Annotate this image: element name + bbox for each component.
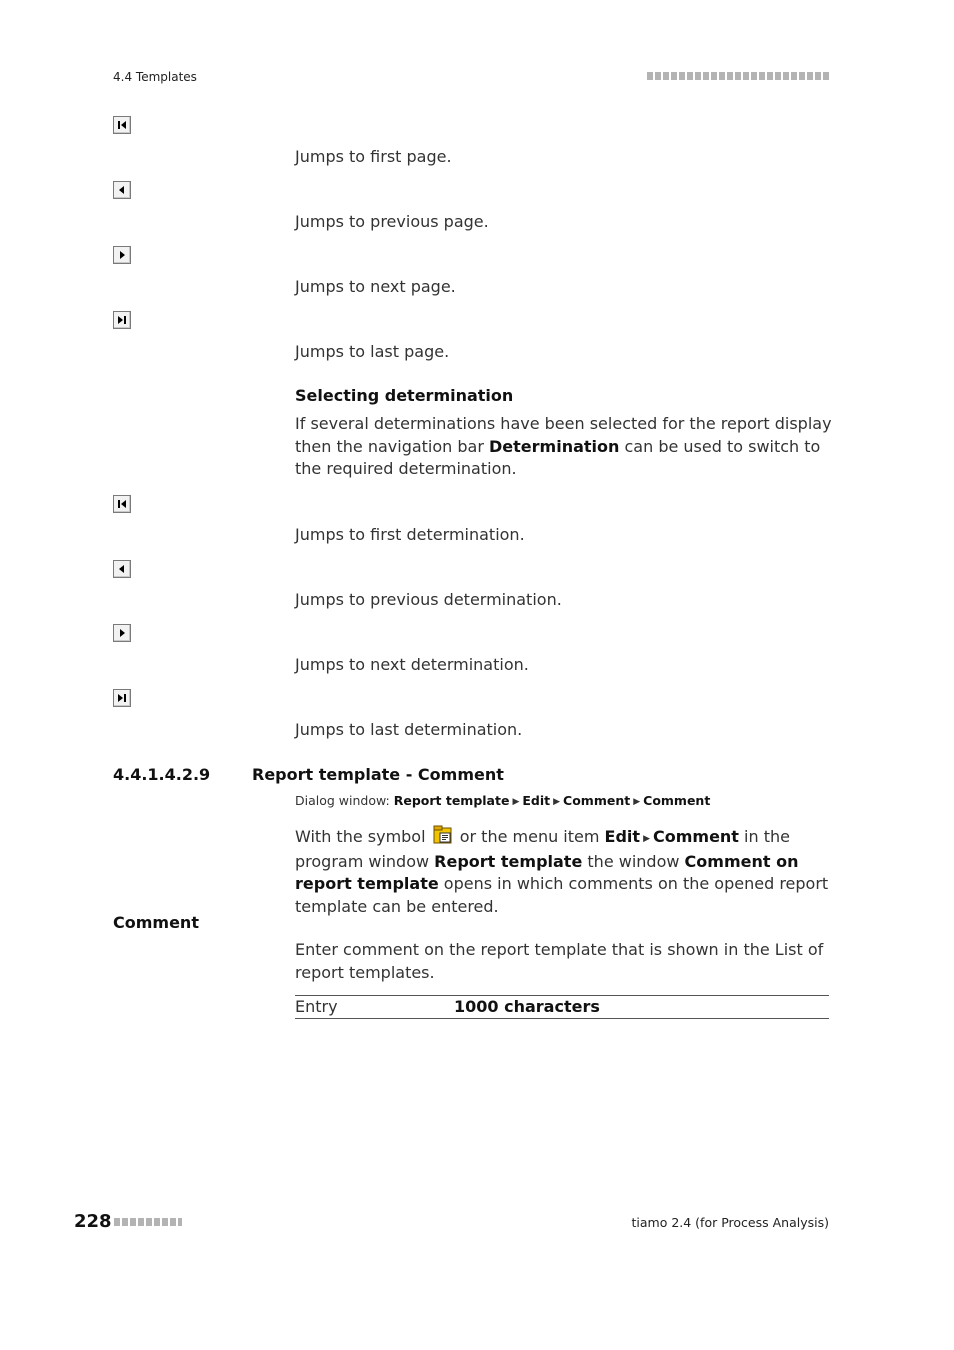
footer-product-name: tiamo 2.4 (for Process Analysis) [631,1215,829,1230]
next-page-description: Jumps to next page. [295,277,456,296]
section-number: 4.4.1.4.2.9 [113,765,211,784]
previous-determination-icon [113,560,131,578]
last-page-description: Jumps to last page. [295,342,450,361]
section-body-paragraph: With the symbol or the menu item Edit ▶ Comment in the program window Report template the window Comment on report template opens in which comments on the opened report template can be entered. [295,827,829,916]
header-section-title: 4.4 Templates [113,70,197,84]
first-page-icon [113,116,131,134]
first-page-description: Jumps to first page. [295,147,452,166]
page-number: 228 [74,1211,112,1232]
comment-description: Enter comment on the report template that is shown in the List of report templates. [295,940,824,982]
last-page-icon [113,311,131,329]
next-determination-description: Jumps to next determination. [295,655,529,674]
last-determination-description: Jumps to last determination. [295,720,523,739]
dialog-window-path: Dialog window: Report template ▶ Edit ▶ Comment ▶ Comment [295,793,711,808]
header-dots-decoration [647,72,829,80]
entry-table [295,995,829,1019]
next-determination-icon [113,624,131,642]
footer-dots-decoration [114,1218,182,1226]
selecting-determination-paragraph: If several determinations have been selected for the report display then the navigation bar Determination can be used to switch to the required determination. [295,414,832,478]
comment-folder-icon [433,825,453,845]
comment-heading: Comment [113,913,199,932]
previous-determination-description: Jumps to previous determination. [295,590,562,609]
section-title: Report template - Comment [252,765,504,784]
first-determination-description: Jumps to first determination. [295,525,525,544]
previous-page-description: Jumps to previous page. [295,212,489,231]
selecting-determination-heading: Selecting determination [295,386,514,405]
last-determination-icon [113,689,131,707]
previous-page-icon [113,181,131,199]
next-page-icon [113,246,131,264]
entry-label: Entry [295,997,338,1016]
entry-value: 1000 characters [454,997,600,1016]
first-determination-icon [113,495,131,513]
